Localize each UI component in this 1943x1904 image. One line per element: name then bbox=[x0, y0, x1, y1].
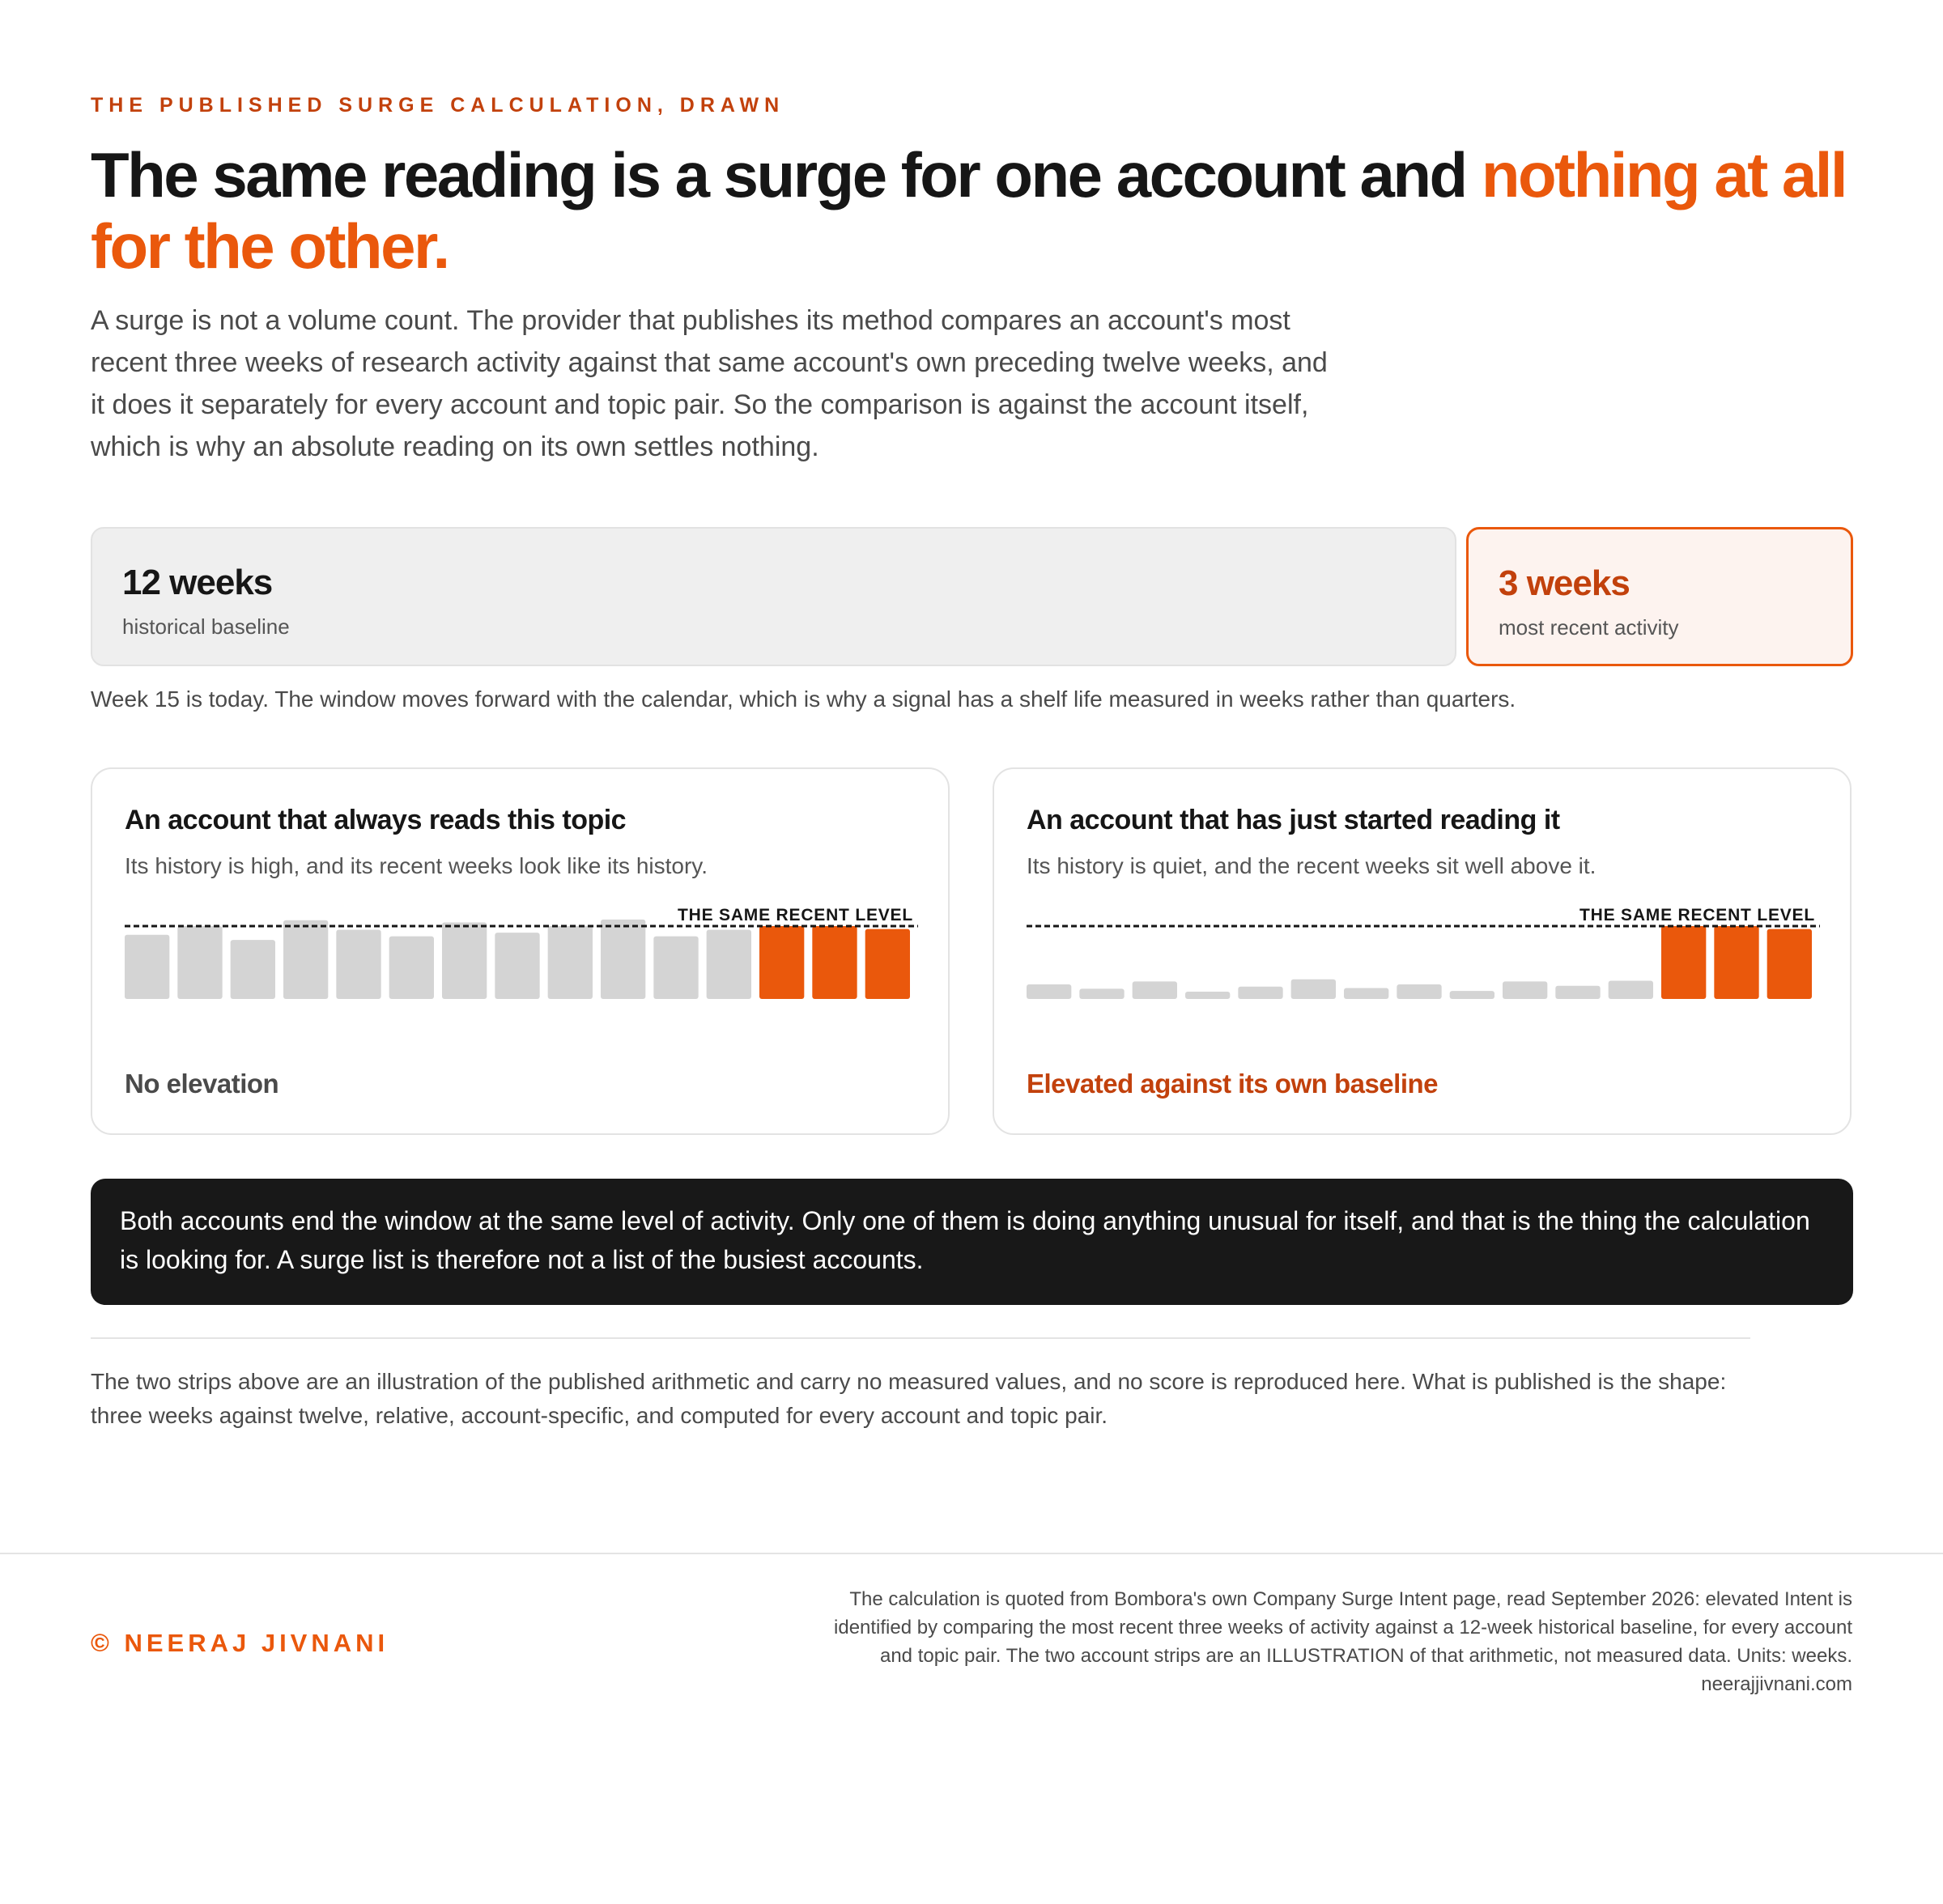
brand-credit: © NEERAJ JIVNANI bbox=[91, 1629, 389, 1657]
recent-window-label: most recent activity bbox=[1499, 615, 1679, 640]
new-reader-panel bbox=[993, 767, 1852, 1135]
callout-text: Both accounts end the window at the same level of activity. Only one of them is doing anything unusual for itself, and that is the thing the calculation is looking for. A surge list is therefore not a list of the busiest accounts. bbox=[120, 1206, 1810, 1274]
baseline-week-bar bbox=[336, 930, 381, 1000]
baseline-week-bar bbox=[283, 920, 328, 999]
panel-verdict: Elevated against its own baseline bbox=[1027, 1069, 1439, 1099]
panel-verdict: No elevation bbox=[125, 1069, 279, 1099]
eyebrow-label: THE PUBLISHED SURGE CALCULATION, DRAWN bbox=[91, 94, 785, 117]
new-reader-strip bbox=[1027, 906, 1820, 1001]
source-note bbox=[784, 1585, 1852, 1698]
reference-line-label: THE SAME RECENT LEVEL bbox=[1579, 906, 1815, 924]
recent-week-bar bbox=[812, 926, 857, 999]
recent-week-bar bbox=[865, 929, 910, 999]
baseline-window-label: historical baseline bbox=[122, 614, 290, 639]
source-line: neerajjivnani.com bbox=[1701, 1673, 1852, 1695]
baseline-week-bar bbox=[601, 920, 645, 999]
panel-title: An account that has just started reading it bbox=[1027, 805, 1560, 835]
baseline-week-bar bbox=[495, 933, 539, 999]
baseline-week-bar bbox=[653, 937, 698, 999]
recent-window-value: 3 weeks bbox=[1499, 563, 1630, 603]
baseline-week-bar bbox=[177, 926, 222, 999]
panel-subtitle: Its history is high, and its recent weeks look like its history. bbox=[125, 853, 708, 878]
recent-week-bar bbox=[1767, 929, 1812, 999]
steady-account-panel bbox=[91, 767, 950, 1135]
baseline-week-bar bbox=[1450, 991, 1494, 999]
window-note: Week 15 is today. The window moves forward with the calendar, which is why a signal has a shelf life measured in weeks rather than quarters. bbox=[91, 686, 1516, 712]
recent-window-tile bbox=[1466, 527, 1853, 666]
footer-divider bbox=[0, 1553, 1943, 1554]
source-line: identified by comparing the most recent three weeks of activity against a 12-week historical baseline, for every account bbox=[834, 1617, 1852, 1638]
baseline-week-bar bbox=[231, 940, 275, 999]
baseline-week-bar bbox=[389, 937, 434, 999]
panel-subtitle: Its history is quiet, and the recent weeks sit well above it. bbox=[1027, 853, 1596, 878]
baseline-week-bar bbox=[548, 926, 593, 999]
recent-week-bar bbox=[759, 926, 804, 999]
divider bbox=[91, 1337, 1750, 1339]
baseline-week-bar bbox=[1027, 984, 1071, 999]
recent-week-bar bbox=[1714, 926, 1758, 999]
reference-line-label: THE SAME RECENT LEVEL bbox=[678, 906, 913, 924]
baseline-week-bar bbox=[1397, 984, 1441, 999]
baseline-week-bar bbox=[1185, 992, 1230, 999]
baseline-window-tile bbox=[91, 527, 1456, 666]
panel-title: An account that always reads this topic bbox=[125, 805, 627, 835]
baseline-week-bar bbox=[1079, 988, 1124, 999]
steady-account-strip bbox=[125, 906, 918, 1001]
lede-paragraph: A surge is not a volume count. The provider that publishes its method compares an account's most recent three weeks of research activity against that same account's own preceding twelve weeks, and it does it separately for every account and topic pair. So the comparison is against the account itself, which is why an absolute reading on its own settles nothing. bbox=[91, 305, 1328, 462]
baseline-week-bar bbox=[1503, 981, 1547, 999]
baseline-week-bar bbox=[442, 923, 487, 1000]
callout-box bbox=[91, 1179, 1853, 1305]
baseline-week-bar bbox=[1291, 980, 1336, 999]
baseline-week-bar bbox=[707, 930, 751, 1000]
headline-lead: The same reading is a surge for one account and bbox=[91, 139, 1482, 210]
baseline-window-value: 12 weeks bbox=[122, 563, 273, 602]
baseline-week-bar bbox=[125, 935, 169, 999]
baseline-week-bar bbox=[1133, 981, 1177, 999]
recent-week-bar bbox=[1661, 926, 1706, 999]
headline-highlight: nothing at all for the other. bbox=[91, 139, 1847, 282]
baseline-week-bar bbox=[1344, 988, 1388, 1000]
baseline-week-bar bbox=[1555, 986, 1600, 999]
source-line: and topic pair. The two account strips are an ILLUSTRATION of that arithmetic, not measured data. Units: weeks. bbox=[879, 1645, 1852, 1667]
disclaimer-text: The two strips above are an illustration of the published arithmetic and carry no measured values, and no score is reproduced here. What is published is the shape: three weeks against twelve, relative, account-specific, and computed for every account and topic pair. bbox=[91, 1369, 1727, 1428]
source-line: The calculation is quoted from Bombora's own Company Surge Intent page, read September 2026: elevated Intent is bbox=[849, 1588, 1852, 1610]
headline bbox=[91, 139, 1888, 282]
baseline-week-bar bbox=[1609, 981, 1653, 1000]
baseline-week-bar bbox=[1238, 987, 1282, 999]
